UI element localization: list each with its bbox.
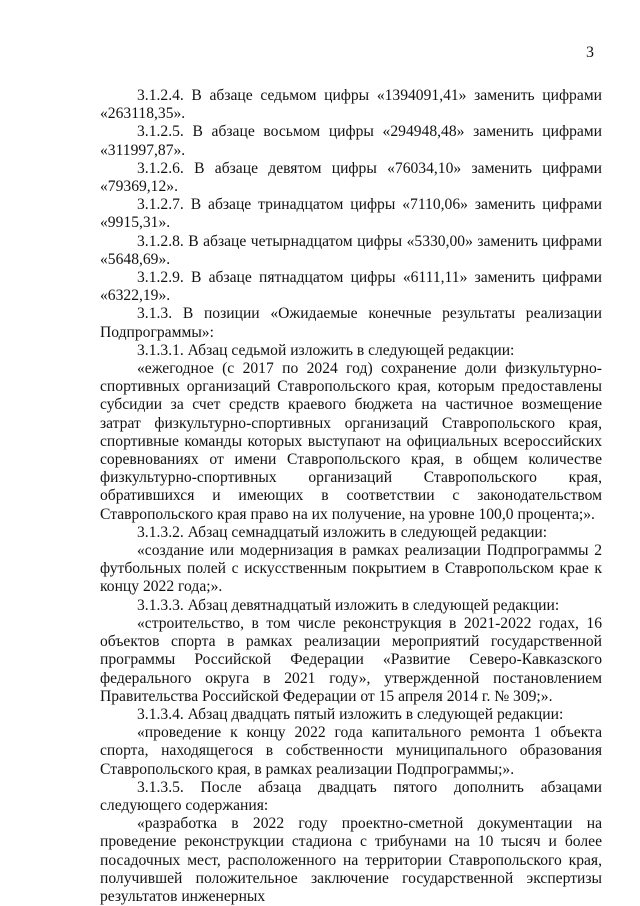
quote-paragraph-17: «создание или модернизация в рамках реализации Подпрограммы 2 футбольных полей с искусственным покрытием в Ставропольском крае к концу 2022 года;». bbox=[100, 542, 602, 596]
paragraph-3-1-3-2: 3.1.3.2. Абзац семнадцатый изложить в следующей редакции: bbox=[137, 523, 548, 541]
quote-paragraph-7: «ежегодное (с 2017 по 2024 год) сохранение доли физкультурно-спортивных организаций Ставропольского края, которым предоставлены субсидии за счет средств краевого бюджета на частичное возмещение затрат физкультурно-спортивных организаций Ставропольского края, спортивные команды которых выступают на официальных всероссийских соревнованиях от имени Ставропольского края, в общем количестве физкультурно-спортивных организаций Ставропольского края, обратившихся и имеющих в соответствии с законодательством Ставропольского края право на их получение, на уровне 100,0 процента;». bbox=[100, 360, 602, 523]
paragraph-3-1-3-4: 3.1.3.4. Абзац двадцать пятый изложить в следующей редакции: bbox=[137, 705, 564, 723]
paragraph-3-1-3: 3.1.3. В позиции «Ожидаемые конечные результаты реализации Подпрограммы»: bbox=[100, 305, 602, 341]
paragraph-3-1-2-8: 3.1.2.8. В абзаце четырнадцатом цифры «5330,00» заменить цифрами «5648,69». bbox=[100, 232, 602, 268]
quote-paragraph-25: «проведение к концу 2022 года капитального ремонта 1 объекта спорта, находящегося в собственности муниципального образования Ставропольского края, в рамках реализации Подпрограммы;». bbox=[100, 724, 602, 778]
paragraph-3-1-2-4: 3.1.2.4. В абзаце седьмом цифры «1394091,41» заменить цифрами «263118,35». bbox=[100, 87, 602, 123]
paragraph-3-1-3-5: 3.1.3.5. После абзаца двадцать пятого дополнить абзацами следующего содержания: bbox=[100, 778, 602, 814]
quote-new-paragraph: «разработка в 2022 году проектно-сметной документации на проведение реконструкции стадиона с трибунами на 10 тысяч и более посадочных мест, расположенного на территории Ставропольского края, получившей положительное заключение государственной экспертизы результатов инженерных bbox=[100, 815, 602, 905]
paragraph-3-1-3-3: 3.1.3.3. Абзац девятнадцатый изложить в следующей редакции: bbox=[137, 596, 560, 614]
paragraph-3-1-2-6: 3.1.2.6. В абзаце девятом цифры «76034,10» заменить цифрами «79369,12». bbox=[100, 159, 602, 196]
document-body bbox=[100, 87, 602, 906]
paragraph-3-1-3-1: 3.1.3.1. Абзац седьмой изложить в следующей редакции: bbox=[137, 341, 515, 359]
page-number: 3 bbox=[586, 44, 594, 61]
quote-paragraph-19: «строительство, в том числе реконструкция в 2021-2022 годах, 16 объектов спорта в рамках реализации мероприятий государственной программы Российской Федерации «Развитие Северо-Кавказского федерального округа в 2021 году», утвержденной постановлением Правительства Российской Федерации от 15 апреля 2014 г. № 309;». bbox=[100, 614, 602, 705]
paragraph-3-1-2-9: 3.1.2.9. В абзаце пятнадцатом цифры «6111,11» заменить цифрами «6322,19». bbox=[100, 269, 602, 305]
paragraph-3-1-2-7: 3.1.2.7. В абзаце тринадцатом цифры «7110,06» заменить цифрами «9915,31». bbox=[100, 196, 602, 232]
paragraph-3-1-2-5: 3.1.2.5. В абзаце восьмом цифры «294948,48» заменить цифрами «311997,87». bbox=[100, 123, 602, 159]
